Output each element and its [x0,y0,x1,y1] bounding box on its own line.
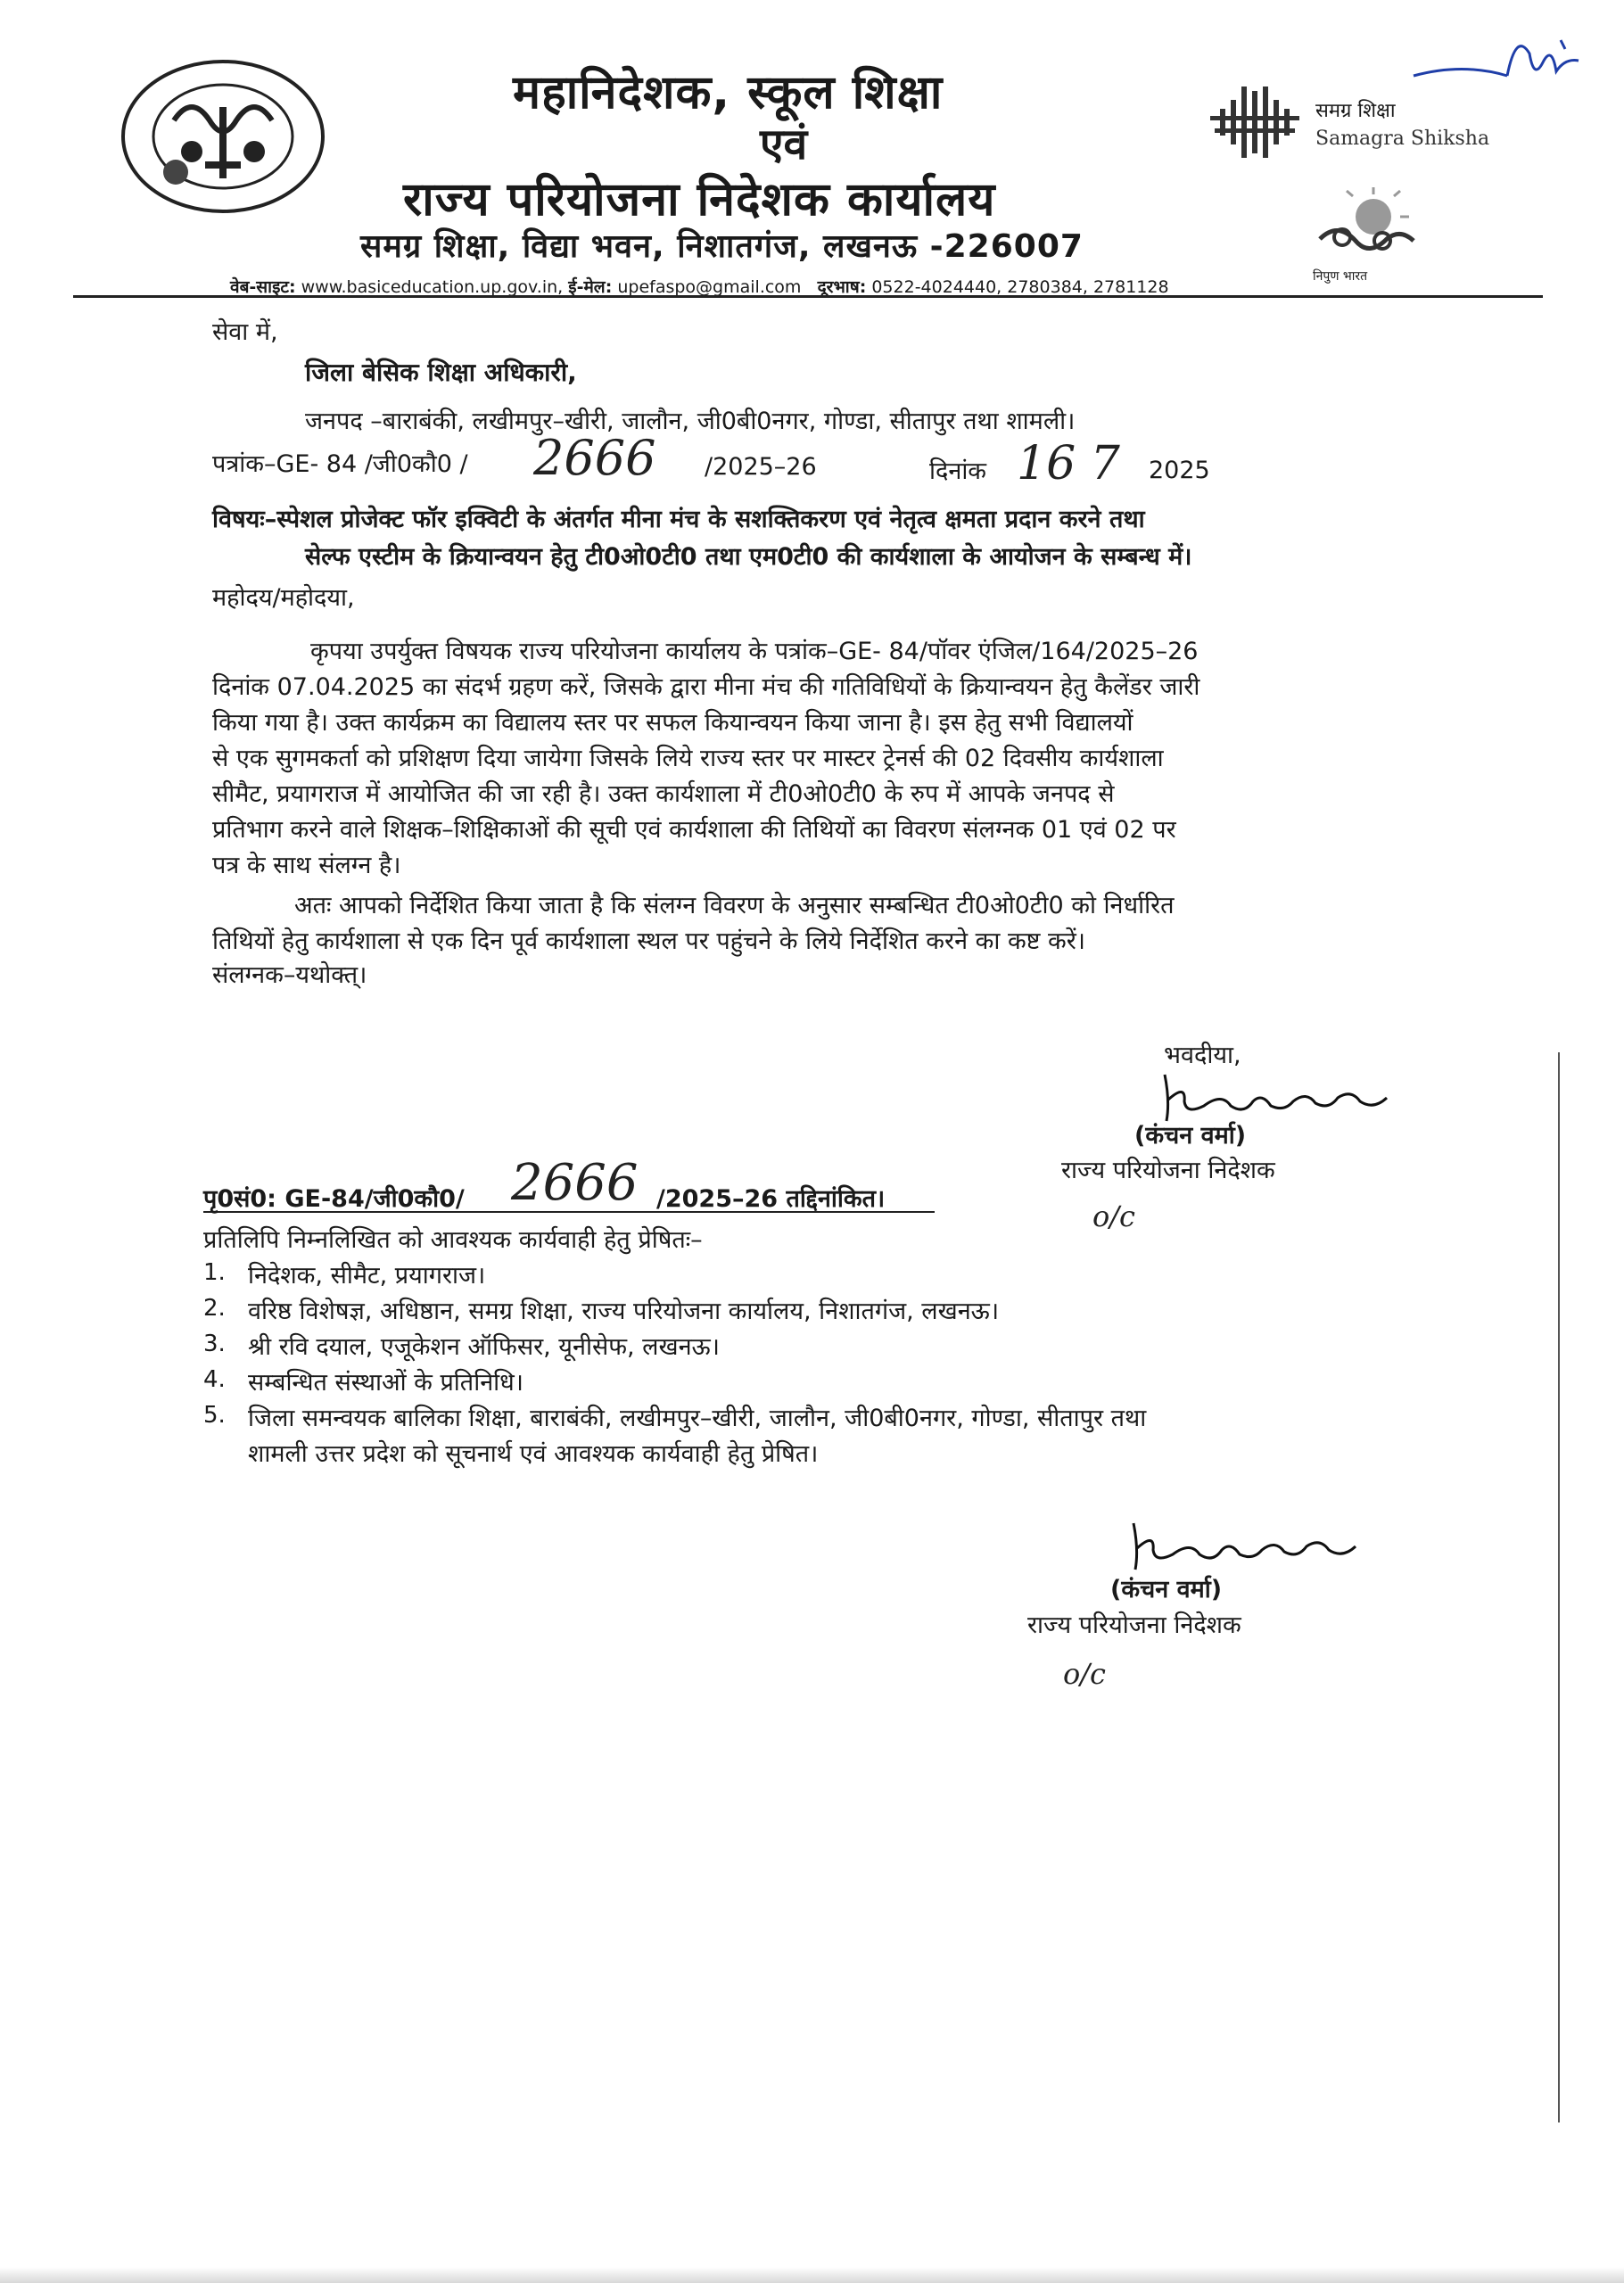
body-p1-line: से एक सुगमकर्ता को प्रशिक्षण दिया जायेगा जिसके लिये राज्य स्तर पर मास्टर ट्रेनर्स की 02 दिवसीय कार्यशाला [212,745,1164,772]
signatory-designation-2: राज्य परियोजना निदेशक [1027,1611,1241,1639]
addressee-districts: जनपद –बाराबंकी, लखीमपुर–खीरी, जालौन, जी0बी0नगर, गोण्डा, सीतापुर तथा शामली। [305,408,1076,435]
subject-line2: सेल्फ एस्टीम के क्रियान्वयन हेतु टी0ओ0टी0 तथा एम0टी0 की कार्यशाला के आयोजन के सम्बन्ध में। [305,543,1192,571]
signature-icon [1128,1516,1378,1578]
samagra-shiksha-hindi: समग्र शिक्षा [1315,100,1396,122]
closing: भवदीया, [1164,1042,1241,1069]
body-p2-line: तिथियों हेतु कार्यशाला से एक दिन पूर्व कार्यशाला स्थल पर पहुंचने के लिये निर्देशित करने का कष्ट करें। [212,927,1086,955]
note-oc-1: o/c [1092,1199,1135,1233]
scan-edge-line [1558,1052,1560,2122]
reference-date-label: दिनांक [929,457,987,485]
reference-number-handwritten: 2666 [533,430,656,486]
endorsement-header [203,1154,935,1213]
seal-emblem-icon [120,58,326,214]
enclosure: संलग्नक–यथोक्त्। [212,961,367,989]
body-p1-line: किया गया है। उक्त कार्यक्रम का विद्यालय स्तर पर सफल कियान्वयन किया जाना है। इस हेतु सभी विद्यालयों [212,709,1134,737]
body-p2-line: अतः आपको निर्देशित किया जाता है कि संलग्न विवरण के अनुसार सम्बन्धित टी0ओ0टी0 को निर्धारित [294,892,1175,919]
greeting: महोदय/महोदया, [212,584,355,612]
list-item-number: 1. [203,1259,226,1286]
nipun-bharat-icon [1302,185,1427,275]
email-link[interactable]: upefaspo@gmail.com [617,277,802,297]
website-label: वेब-साइट: [230,277,296,297]
reference-prefix: पत्रांक–GE- 84 /जी0कौ0 / [212,450,468,478]
reference-date-handwritten: 16 7 [1017,437,1120,490]
scan-bottom-shadow [0,2267,1624,2283]
signatory-designation-1: राज्य परियोजना निदेशक [1061,1157,1275,1184]
list-item: निदेशक, सीमैट, प्रयागराज। [248,1262,486,1290]
endorsement-intro: प्रतिलिपि निम्नलिखित को आवश्यक कार्यवाही हेतु प्रेषितः– [203,1226,703,1254]
subject-line1: विषयः–स्पेशल प्रोजेक्ट फॉर इक्विटी के अंतर्गत मीना मंच के सशक्तिकरण एवं नेतृत्व क्षमता प्रदान करने तथा [212,506,1145,533]
handwritten-initial-signature [1409,27,1587,107]
header-title-line2: एवं [760,120,808,169]
list-item-number: 5. [203,1402,226,1429]
header-divider [73,295,1543,298]
header-title-line1: महानिदेशक, स्कूल शिक्षा [513,66,944,120]
reference-date-year: 2025 [1149,457,1210,484]
samagra-shiksha-english: Samagra Shiksha [1315,128,1490,150]
signature-2 [1128,1516,1378,1578]
reference-year: /2025–26 [705,453,817,481]
body-p1-line: कृपया उपर्युक्त विषयक राज्य परियोजना कार्यालय के पत्रांक–GE- 84/पॉवर एंजिल/164/2025–26 [310,638,1199,665]
endorsement-suffix: /2025–26 तद्दिनांकित। [656,1185,886,1213]
phone-number: 0522-4024440, 2780384, 2781128 [871,277,1169,297]
signature-scribble-icon [1409,27,1587,107]
list-item-number: 3. [203,1331,226,1357]
addressee-officer: जिला बेसिक शिक्षा अधिकारी, [305,358,577,387]
nipun-bharat-caption: निपुण भारत [1313,269,1368,284]
list-item: श्री रवि दयाल, एजूकेशन ऑफिसर, यूनीसेफ, लखनऊ। [248,1333,720,1361]
body-p1-line: पत्र के साथ संलग्न है। [212,852,401,879]
salutation-to: सेवा में, [212,318,278,346]
website-link[interactable]: www.basiceducation.up.gov.in, [301,277,564,297]
header-address: समग्र शिक्षा, विद्या भवन, निशातगंज, लखनऊ -226007 [360,228,1084,265]
list-item-number: 4. [203,1366,226,1393]
phone-label: दूरभाष: [817,277,867,297]
list-item-continuation: शामली उत्तर प्रदेश को सूचनार्थ एवं आवश्यक कार्यवाही हेतु प्रेषित। [248,1440,819,1468]
signatory-name-1: (कंचन वर्मा) [1134,1122,1247,1150]
body-p1-line: दिनांक 07.04.2025 का संदर्भ ग्रहण करें, जिसके द्वारा मीना मंच की गतिविधियों के क्रियान्वयन हेतु कैलेंडर जारी [212,673,1200,701]
list-item: जिला समन्वयक बालिका शिक्षा, बाराबंकी, लखीमपुर–खीरी, जालौन, जी0बी0नगर, गोण्डा, सीतापुर तथा [248,1405,1147,1432]
header-title-line3: राज्य परियोजना निदेशक कार्यालय [403,173,996,227]
samagra-shiksha-icon [1206,82,1304,162]
up-government-seal [120,58,326,214]
list-item: वरिष्ठ विशेषज्ञ, अधिष्ठान, समग्र शिक्षा, राज्य परियोजना कार्यालय, निशातगंज, लखनऊ। [248,1298,1000,1325]
list-item-number: 2. [203,1295,226,1322]
nipun-bharat-logo [1302,185,1427,275]
endorsement-number-handwritten: 2666 [511,1154,639,1212]
note-oc-2: o/c [1063,1657,1106,1691]
body-p1-line: सीमैट, प्रयागराज में आयोजित की जा रही है। उक्त कार्यशाला में टी0ओ0टी0 के रुप में आपके जनपद से [212,780,1115,808]
email-label: ई-मेल: [568,277,613,297]
list-item: सम्बन्धित संस्थाओं के प्रतिनिधि। [248,1369,524,1397]
endorsement-prefix: पृ0सं0: GE-84/जी0कौ0/ [203,1185,465,1213]
signatory-name-2: (कंचन वर्मा) [1110,1576,1223,1603]
samagra-shiksha-logo [1206,82,1304,162]
body-p1-line: प्रतिभाग करने वाले शिक्षक–शिक्षिकाओं की सूची एवं कार्यशाला की तिथियों का विवरण संलग्नक 01 एवं 02 पर [212,816,1176,844]
